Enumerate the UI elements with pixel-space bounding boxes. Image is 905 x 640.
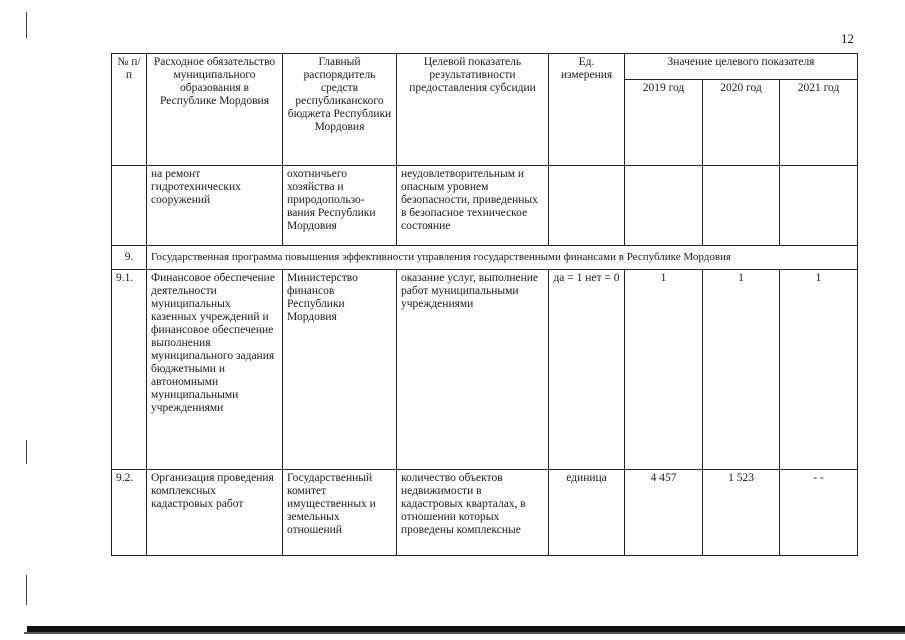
row-num: 9.2. <box>112 470 147 556</box>
row-num: 9.1. <box>112 270 147 470</box>
row-indicator: оказание услуг, выполнение работ муниципальными учреждениями <box>397 270 549 470</box>
header-unit: Ед. измерения <box>549 54 625 166</box>
row-value-2020: 1 523 <box>703 470 780 556</box>
table-row <box>112 270 858 470</box>
header-administrator: Главный распорядитель средств республиканского бюджета Республики Мордовия <box>283 54 397 166</box>
table-row <box>112 166 858 246</box>
scan-edge-mark <box>26 440 27 464</box>
row-indicator: неудовлетворительным и опасным уровнем безопасности, приведенных в безопасное техническое состояние <box>397 166 549 246</box>
row-value-2019 <box>625 166 703 246</box>
row-obligation: на ремонт гидротехнических сооружений <box>147 166 283 246</box>
row-indicator: количество объектов недвижимости в кадастровых кварталах, в отношении которых проведены комплексные <box>397 470 549 556</box>
header-num: № п/п <box>112 54 147 166</box>
header-target-group: Значение целевого показателя <box>625 54 858 80</box>
row-value-2020: 1 <box>703 270 780 470</box>
row-value-2021: - - <box>780 470 858 556</box>
row-unit <box>549 166 625 246</box>
row-unit: единица <box>549 470 625 556</box>
row-value-2019: 1 <box>625 270 703 470</box>
row-value-2021 <box>780 166 858 246</box>
page-number: 12 <box>841 31 854 46</box>
header-year-2020: 2020 год <box>703 80 780 166</box>
header-year-2021: 2021 год <box>780 80 858 166</box>
section-title: Государственная программа повышения эффективности управления государственными финансами в Республике Мордовия <box>147 246 858 270</box>
row-value-2020 <box>703 166 780 246</box>
scan-edge-mark <box>26 12 27 38</box>
row-unit: да = 1 нет = 0 <box>549 270 625 470</box>
row-obligation: Организация проведения комплексных кадастровых работ <box>147 470 283 556</box>
section-num: 9. <box>112 246 147 270</box>
header-indicator: Целевой показатель результативности предоставления субсидии <box>397 54 549 166</box>
row-value-2021: 1 <box>780 270 858 470</box>
row-obligation: Финансовое обеспечение деятельности муниципальных казенных учреждений и финансовое обеспечение выполнения муниципального задания бюджетными и автономными муниципальными учреждениями <box>147 270 283 470</box>
row-value-2019: 4 457 <box>625 470 703 556</box>
row-administrator: Государственный комитет имущественных и земельных отношений <box>283 470 397 556</box>
target-indicators-table <box>111 53 858 556</box>
scan-border <box>24 632 905 634</box>
row-num <box>112 166 147 246</box>
table-row <box>112 470 858 556</box>
header-obligation: Расходное обязательство муниципального образования в Республике Мордовия <box>147 54 283 166</box>
scan-edge-mark <box>26 575 27 605</box>
section-row <box>112 246 858 270</box>
row-administrator: Министерство финансов Республики Мордовия <box>283 270 397 470</box>
header-year-2019: 2019 год <box>625 80 703 166</box>
row-administrator: охотничьего хозяйства и природопользо-вания Республики Мордовия <box>283 166 397 246</box>
